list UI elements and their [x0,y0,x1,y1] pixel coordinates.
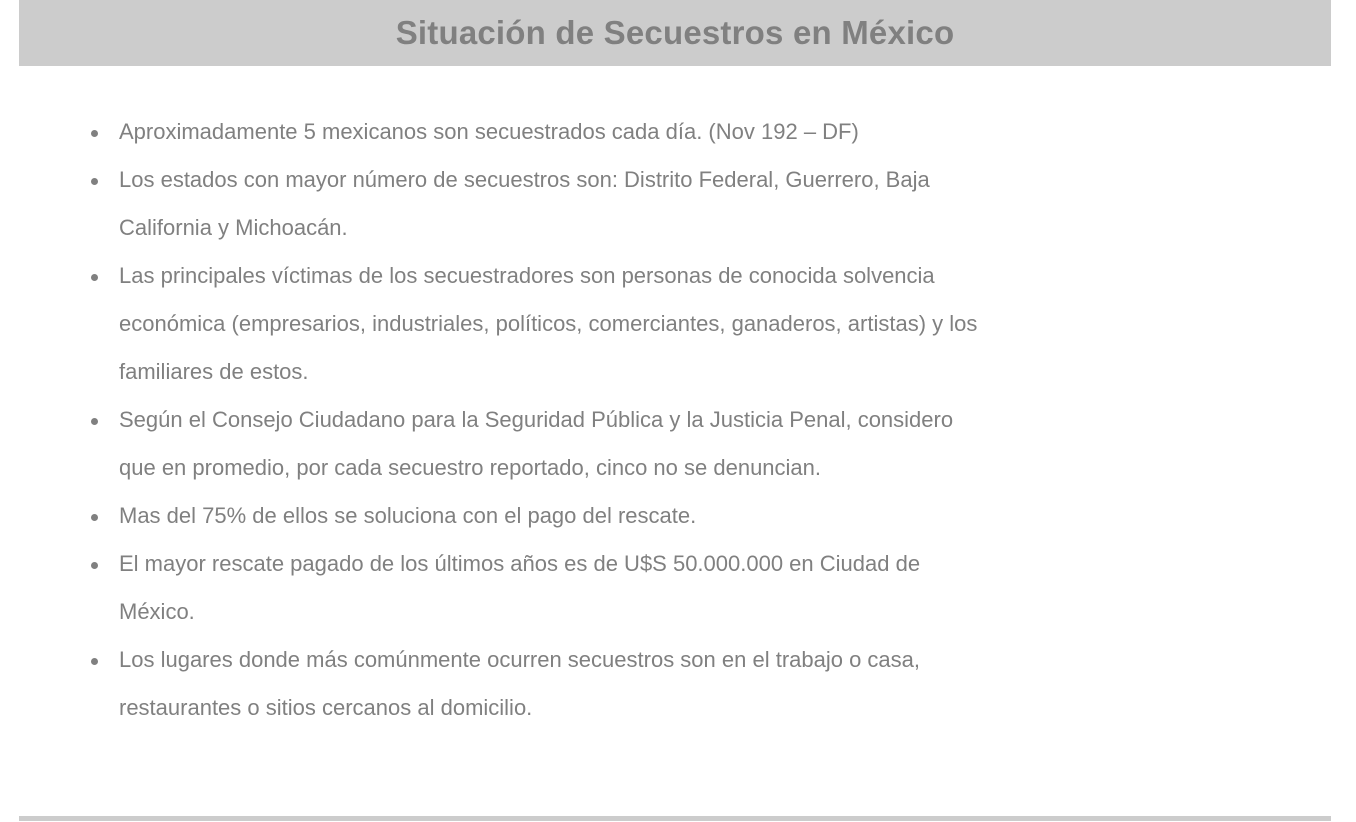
list-item-text: Los estados con mayor número de secuestros son: Distrito Federal, Guerrero, Baja California y Michoacán. [119,167,930,240]
bullet-icon [91,274,98,281]
bottom-divider [19,816,1331,821]
list-item-text: Aproximadamente 5 mexicanos son secuestrados cada día. (Nov 192 – DF) [119,119,859,144]
list-item [0,636,979,732]
list-item-text: El mayor rescate pagado de los últimos años es de U$S 50.000.000 en Ciudad de México. [119,551,921,624]
list-item-text: Mas del 75% de ellos se soluciona con el pago del rescate. [119,503,697,528]
bullet-icon [91,178,98,185]
list-item [0,492,979,540]
list-item-text: Según el Consejo Ciudadano para la Seguridad Pública y la Justicia Penal, considero que en promedio, por cada secuestro reportado, cinco no se denuncian. [119,407,954,480]
bullet-icon [91,658,98,665]
bullet-icon [91,514,98,521]
list-item [0,156,979,252]
facts-list [0,108,1356,732]
title-bar [19,0,1331,66]
bullet-icon [91,562,98,569]
list-item-text: Las principales víctimas de los secuestradores son personas de conocida solvencia económica (empresarios, industriales, políticos, comerciantes, ganaderos, artistas) y los familiares de estos. [119,263,978,384]
list-item-text: Los lugares donde más comúnmente ocurren secuestros son en el trabajo o casa, restaurantes o sitios cercanos al domicilio. [119,647,921,720]
bullet-icon [91,130,98,137]
content-area [0,108,1356,732]
list-item [0,252,979,396]
bullet-icon [91,418,98,425]
list-item [0,108,979,156]
page-title: Situación de Secuestros en México [395,14,955,51]
list-item [0,396,979,492]
list-item [0,540,979,636]
